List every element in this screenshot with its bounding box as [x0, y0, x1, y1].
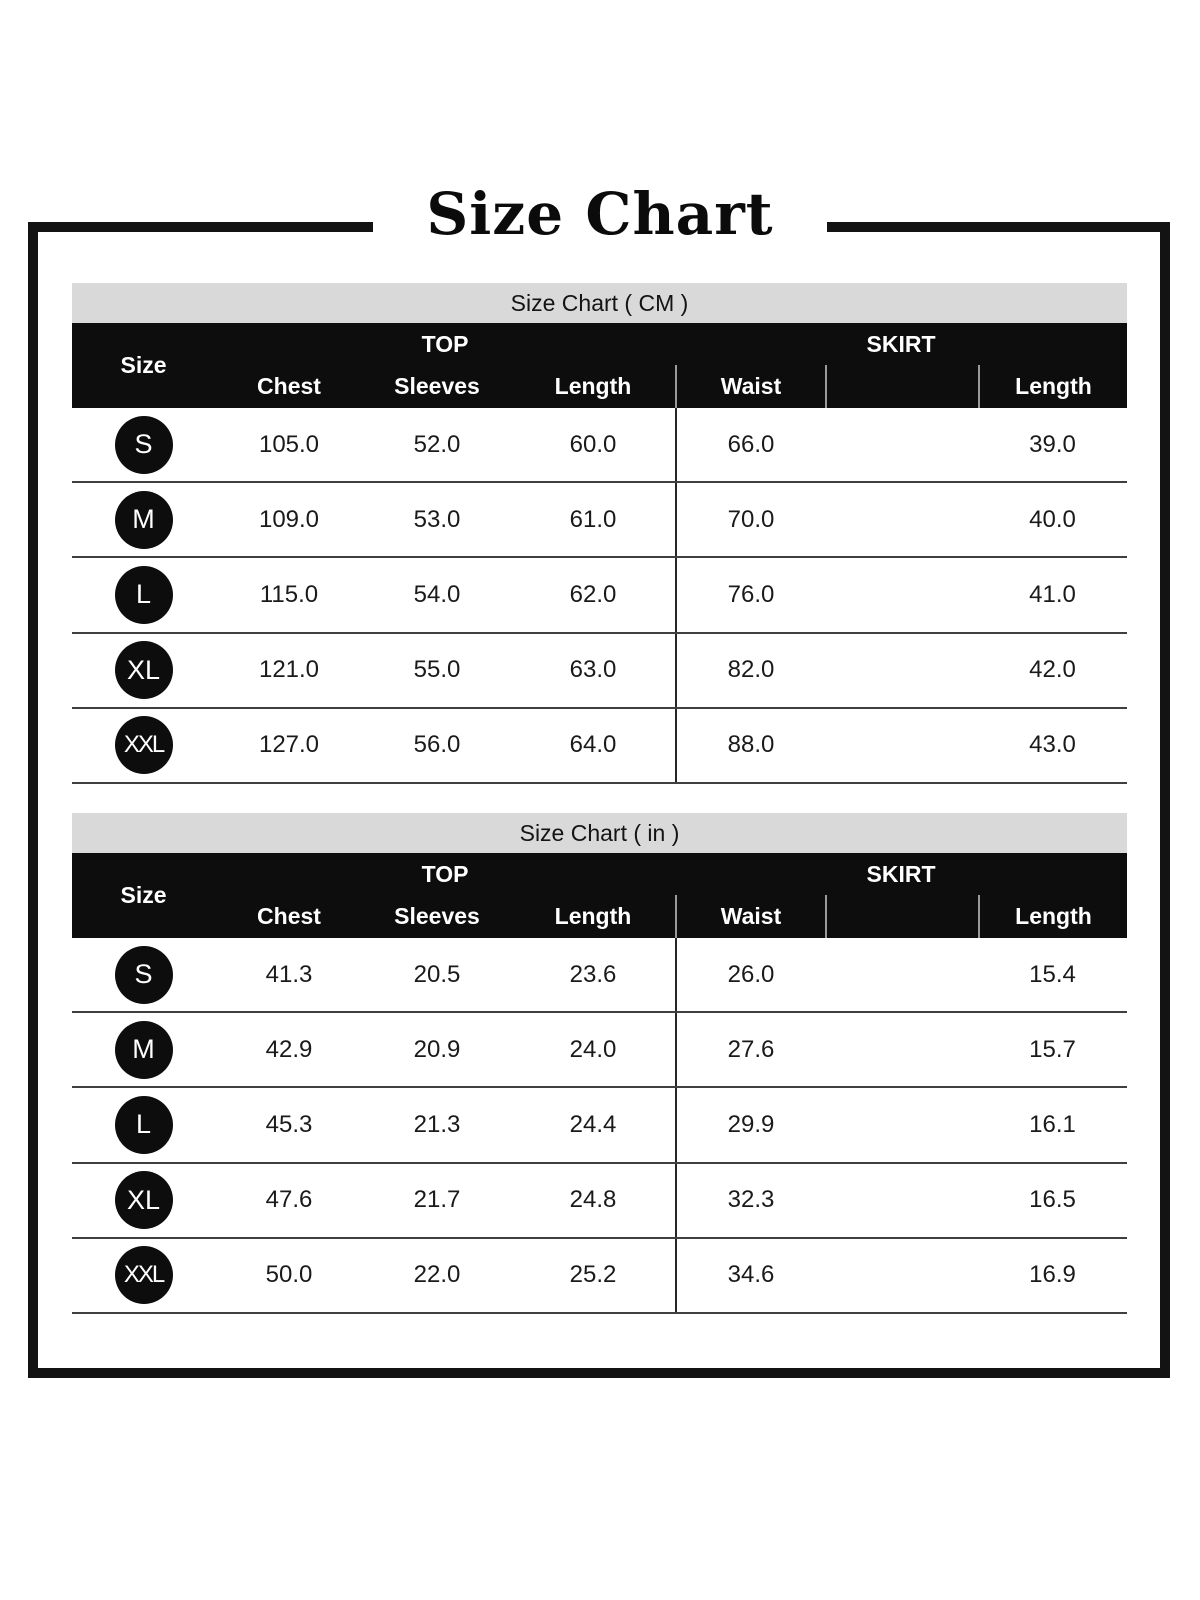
column-header-chest: Chest	[257, 903, 321, 929]
group-header-skirt: SKIRT	[866, 330, 936, 357]
size-badge: S	[115, 416, 173, 474]
value-cell: 21.7	[413, 1186, 461, 1214]
value-cell: 62.0	[569, 580, 617, 608]
value-cell: 32.3	[675, 1164, 825, 1237]
value-cell	[825, 634, 978, 707]
size-badge-cell	[72, 558, 215, 631]
value-cell: 23.6	[569, 960, 617, 988]
value-cell: 41.3	[265, 960, 313, 988]
value-cell: 60.0	[569, 430, 617, 458]
size-badge-cell	[72, 938, 215, 1011]
value-cell: 16.5	[1029, 1186, 1076, 1214]
value-cell	[825, 1013, 978, 1086]
size-badge: L	[115, 1096, 173, 1154]
value-cell: 15.4	[1029, 960, 1076, 988]
table-header-cm	[72, 323, 1127, 408]
column-header-empty	[825, 895, 978, 938]
value-cell	[825, 483, 978, 556]
value-cell: 50.0	[265, 1261, 313, 1289]
table-row-l	[72, 1088, 1127, 1163]
size-badge: S	[115, 946, 173, 1004]
value-cell: 42.9	[265, 1035, 313, 1063]
value-cell: 63.0	[569, 656, 617, 684]
value-cell	[825, 938, 978, 1011]
value-cell: 70.0	[675, 483, 825, 556]
value-cell: 56.0	[413, 731, 461, 759]
value-cell	[825, 1239, 978, 1312]
value-cell: 53.0	[413, 505, 461, 533]
table-body-in	[72, 938, 1127, 1314]
value-cell: 61.0	[569, 505, 617, 533]
size-badge-cell	[72, 483, 215, 556]
table-caption-in: Size Chart ( in )	[72, 813, 1127, 853]
value-cell: 47.6	[265, 1186, 313, 1214]
size-badge: M	[115, 1021, 173, 1079]
table-caption-cm: Size Chart ( CM )	[72, 283, 1127, 323]
value-cell: 25.2	[569, 1261, 617, 1289]
table-row-xxl	[72, 1239, 1127, 1314]
size-badge: XXL	[115, 1246, 173, 1304]
value-cell: 15.7	[1029, 1035, 1076, 1063]
value-cell: 27.6	[675, 1013, 825, 1086]
value-cell: 16.1	[1029, 1110, 1076, 1138]
column-header-length: Length	[978, 365, 1127, 408]
group-header-top: TOP	[421, 330, 469, 357]
size-table-in	[72, 813, 1127, 1314]
value-cell	[825, 1088, 978, 1161]
value-cell: 24.0	[569, 1035, 617, 1063]
size-badge: XL	[115, 1171, 173, 1229]
value-cell: 24.4	[569, 1110, 617, 1138]
value-cell: 64.0	[569, 731, 617, 759]
value-cell: 105.0	[258, 430, 320, 458]
value-cell: 115.0	[259, 580, 319, 608]
value-cell	[825, 408, 978, 481]
column-header-waist: Waist	[675, 895, 825, 938]
column-header-size: Size	[120, 882, 167, 908]
value-cell: 55.0	[413, 656, 461, 684]
value-cell: 29.9	[675, 1088, 825, 1161]
table-header-in	[72, 853, 1127, 938]
value-cell: 121.0	[258, 656, 320, 684]
column-header-chest: Chest	[257, 373, 321, 399]
group-header-skirt: SKIRT	[866, 860, 936, 887]
column-header-length: Length	[554, 373, 632, 399]
value-cell: 52.0	[413, 430, 461, 458]
value-cell: 20.5	[413, 960, 461, 988]
value-cell: 34.6	[675, 1239, 825, 1312]
column-header-length: Length	[978, 895, 1127, 938]
table-row-xxl	[72, 709, 1127, 784]
value-cell: 82.0	[675, 634, 825, 707]
table-row-xl	[72, 634, 1127, 709]
table-row-m	[72, 1013, 1127, 1088]
column-header-waist: Waist	[675, 365, 825, 408]
value-cell: 20.9	[413, 1035, 461, 1063]
page-title: Size Chart	[373, 178, 827, 250]
size-badge-cell	[72, 1239, 215, 1312]
size-badge-cell	[72, 1013, 215, 1086]
column-header-empty	[825, 365, 978, 408]
size-badge-cell	[72, 408, 215, 481]
size-badge-cell	[72, 634, 215, 707]
value-cell: 109.0	[258, 505, 320, 533]
group-header-top: TOP	[421, 860, 469, 887]
value-cell	[825, 558, 978, 631]
value-cell: 42.0	[1029, 656, 1076, 684]
column-header-size: Size	[120, 352, 167, 378]
value-cell: 66.0	[675, 408, 825, 481]
size-badge: XL	[115, 641, 173, 699]
value-cell: 22.0	[413, 1261, 461, 1289]
size-badge-cell	[72, 1164, 215, 1237]
table-row-l	[72, 558, 1127, 633]
value-cell: 127.0	[258, 731, 320, 759]
value-cell: 40.0	[1029, 505, 1076, 533]
value-cell: 41.0	[1029, 580, 1076, 608]
value-cell: 21.3	[413, 1110, 461, 1138]
column-header-length: Length	[554, 903, 632, 929]
value-cell: 39.0	[1029, 430, 1076, 458]
value-cell: 26.0	[675, 938, 825, 1011]
table-body-cm	[72, 408, 1127, 784]
size-badge: L	[115, 566, 173, 624]
table-row-xl	[72, 1164, 1127, 1239]
value-cell: 76.0	[675, 558, 825, 631]
size-badge: XXL	[115, 716, 173, 774]
value-cell: 43.0	[1029, 731, 1076, 759]
value-cell: 54.0	[413, 580, 461, 608]
size-table-cm	[72, 283, 1127, 784]
table-row-s	[72, 938, 1127, 1013]
value-cell: 16.9	[1029, 1261, 1076, 1289]
table-row-m	[72, 483, 1127, 558]
table-row-s	[72, 408, 1127, 483]
column-header-sleeves: Sleeves	[394, 373, 480, 399]
value-cell: 45.3	[265, 1110, 313, 1138]
value-cell	[825, 709, 978, 782]
size-badge-cell	[72, 709, 215, 782]
value-cell	[825, 1164, 978, 1237]
column-header-sleeves: Sleeves	[394, 903, 480, 929]
size-badge-cell	[72, 1088, 215, 1161]
value-cell: 24.8	[569, 1186, 617, 1214]
size-badge: M	[115, 491, 173, 549]
value-cell: 88.0	[675, 709, 825, 782]
